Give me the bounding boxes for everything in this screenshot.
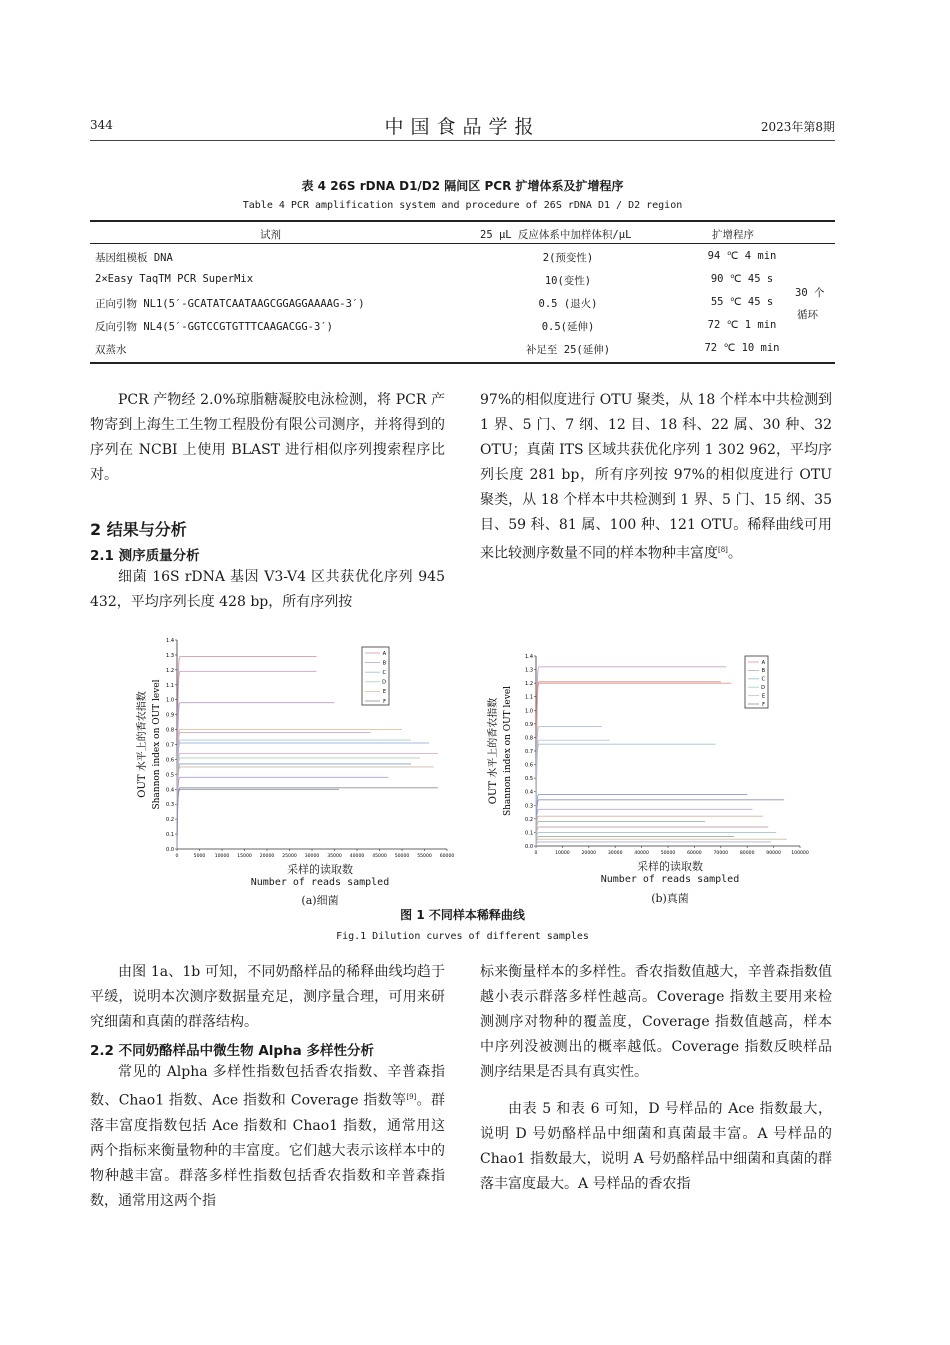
series-line bbox=[536, 744, 716, 846]
series-line bbox=[177, 740, 411, 849]
y-tick-label: 0.3 bbox=[525, 803, 533, 810]
table-caption-zh: 表 4 26S rDNA D1/D2 隔间区 PCR 扩增体系及扩增程序 bbox=[301, 179, 624, 193]
y-tick-label: 0.0 bbox=[525, 844, 533, 850]
x-tick-label: 20000 bbox=[581, 851, 597, 856]
paragraph: 细菌 16S rDNA 基因 V3-V4 区共获优化序列 945 432，平均序列长度 428 bp，所有序列按 bbox=[90, 569, 445, 610]
y-tick-label: 0.5 bbox=[525, 776, 533, 783]
citation: [8] bbox=[718, 546, 728, 554]
y-tick-label: 1.0 bbox=[166, 697, 174, 704]
y-axis-label-en: Shannon index on OUT level bbox=[152, 679, 162, 810]
paragraph: 常见的 Alpha 多样性指数包括香农指数、辛普森指数、Chao1 指数、Ace 指数和 Coverage 指数等[9]。群落丰富度指数包括 Ace 指数和 Chao1 指数，通常用这两个指标来衡量物种的丰富度。它们越大表示该样本中的物种越丰富。群落多样性指数包括香农指数和辛普森指数，通常用这两个指 bbox=[90, 1064, 446, 1209]
paragraph: 由表 5 和表 6 可知，D 号样品的 Ace 指数最大，说明 D 号奶酪样品中细菌和真菌最丰富。A 号样品的 Chao1 指数最大，说明 A 号奶酪样品中细菌和真菌的群落丰富度最大。A 号样品的香农指 bbox=[480, 1101, 832, 1192]
series-line bbox=[177, 753, 438, 849]
y-tick-label: 0.1 bbox=[525, 830, 533, 837]
issue-label: 2023年第8期 bbox=[760, 120, 835, 134]
x-tick-label: 30000 bbox=[607, 851, 623, 856]
series-line bbox=[536, 839, 787, 846]
rarefaction-chart-fungi bbox=[478, 648, 818, 863]
x-tick-label: 10000 bbox=[555, 851, 570, 856]
legend-label: D bbox=[761, 685, 765, 691]
program-cell: 90 ℃ 45 s bbox=[710, 273, 774, 285]
series-line bbox=[536, 667, 726, 846]
subsection-heading: 2.1 测序质量分析 bbox=[90, 548, 200, 564]
y-tick-label: 1.1 bbox=[166, 682, 174, 689]
series-line bbox=[177, 733, 371, 849]
y-tick-label: 1.2 bbox=[166, 667, 174, 674]
x-tick-label: 60000 bbox=[687, 851, 702, 856]
series-line bbox=[177, 767, 434, 849]
legend-label: B bbox=[382, 660, 386, 667]
y-axis-label-en: Shannon index on OUT level bbox=[503, 685, 513, 817]
x-tick-label: 30000 bbox=[304, 854, 320, 859]
header-rule bbox=[90, 140, 835, 141]
right-column-top bbox=[480, 388, 832, 567]
y-tick-label: 1.3 bbox=[525, 667, 533, 674]
y-tick-label: 1.4 bbox=[166, 638, 174, 644]
table-header-program: 扩增程序 bbox=[712, 229, 754, 241]
x-tick-label: 35000 bbox=[327, 854, 342, 859]
volume-cell: 补足至 25(延伸) bbox=[525, 344, 611, 356]
program-cell: 55 ℃ 45 s bbox=[710, 296, 774, 308]
series-line bbox=[177, 758, 420, 849]
y-tick-label: 1.3 bbox=[166, 652, 174, 659]
right-column-bottom bbox=[480, 960, 832, 1197]
legend-label: C bbox=[382, 670, 386, 676]
rarefaction-chart-bacteria bbox=[125, 633, 460, 863]
figure-caption-en: Fig.1 Dilution curves of different samples bbox=[336, 931, 589, 942]
x-tick-label: 55000 bbox=[417, 854, 432, 859]
y-tick-label: 0.6 bbox=[525, 762, 533, 769]
y-tick-label: 0.2 bbox=[525, 816, 533, 823]
x-tick-label: 50000 bbox=[660, 851, 676, 856]
series-line bbox=[536, 740, 610, 846]
panel-label-b: (b)真菌 bbox=[651, 892, 689, 905]
y-tick-label: 0.7 bbox=[525, 749, 533, 755]
program-cell: 72 ℃ 1 min bbox=[707, 319, 777, 331]
series-line bbox=[536, 794, 747, 846]
y-tick-label: 0.8 bbox=[166, 727, 174, 734]
x-tick-label: 100000 bbox=[791, 851, 809, 856]
x-tick-label: 0 bbox=[534, 851, 538, 856]
y-tick-label: 0.8 bbox=[525, 735, 533, 742]
series-line bbox=[536, 842, 771, 846]
table-header-volume: 25 μL 反应体系中加样体积/μL bbox=[480, 229, 632, 241]
y-axis-label-zh: OUT 水平上的香农指数 bbox=[488, 697, 499, 805]
series-line bbox=[177, 743, 429, 849]
x-tick-label: 10000 bbox=[214, 854, 230, 859]
legend-label: D bbox=[382, 679, 386, 686]
reagent-cell: 反向引物 NL4(5′-GGTCCGTGTTTCAAGACGG-3′) bbox=[95, 321, 333, 333]
legend-label: E bbox=[761, 693, 765, 700]
legend-label: C bbox=[761, 676, 765, 683]
y-tick-label: 1.2 bbox=[525, 681, 533, 688]
y-tick-label: 0.9 bbox=[525, 721, 533, 728]
section-heading: 2 结果与分析 bbox=[90, 520, 187, 539]
left-column-bottom bbox=[90, 960, 445, 1035]
x-axis-label-en: Number of reads sampled bbox=[250, 877, 390, 888]
y-tick-label: 1.0 bbox=[525, 708, 533, 715]
paragraph: PCR 产物经 2.0%琼脂糖凝胶电泳检测，将 PCR 产物寄到上海生工生物工程股份有限公司测序，并将得到的序列在 NCBI 上使用 BLAST 进行相似序列搜索程序比对。 bbox=[90, 392, 445, 483]
left-column-top bbox=[90, 388, 445, 488]
table-caption-en: Table 4 PCR amplification system and procedure of 26S rDNA D1 / D2 region bbox=[242, 200, 683, 211]
series-line bbox=[177, 788, 438, 849]
y-tick-label: 1.1 bbox=[525, 694, 533, 701]
legend-label: F bbox=[762, 701, 765, 708]
x-tick-label: 0 bbox=[175, 854, 179, 859]
y-tick-label: 0.1 bbox=[166, 832, 174, 839]
volume-cell: 0.5 (退火) bbox=[538, 298, 598, 310]
figure-caption-zh: 图 1 不同样本稀释曲线 bbox=[400, 908, 525, 922]
y-tick-label: 0.9 bbox=[166, 712, 174, 719]
paragraph: 97%的相似度进行 OTU 聚类，从 18 个样本中共检测到 1 界、5 门、7 纲、12 目、18 科、22 属、30 种、32 OTU；真菌 ITS 区域共获优化序列 1 302 962，平均序列长度 281 bp，所有序列按 97%的相似度进行 OTU 聚类，从 18 个样本中共检测到 1 界、5 门、15 纲、35 目、59 科、81 属、100 种、121 OTU。稀释曲线可用来比较测序数量不同的样本物种丰富度[8]。 bbox=[480, 392, 832, 562]
legend-label: F bbox=[383, 698, 386, 705]
x-tick-label: 70000 bbox=[713, 851, 729, 856]
x-tick-label: 90000 bbox=[766, 851, 781, 856]
y-tick-label: 0.7 bbox=[166, 742, 174, 749]
series-line bbox=[177, 656, 317, 849]
journal-title: 中国食品学报 bbox=[384, 116, 541, 138]
x-tick-label: 80000 bbox=[739, 851, 755, 856]
subsection-heading: 2.2 不同奶酪样品中微生物 Alpha 多样性分析 bbox=[90, 1043, 374, 1059]
y-axis-label-zh: OUT 水平上的香农指数 bbox=[137, 691, 148, 798]
reagent-cell: 基因组模板 DNA bbox=[95, 252, 173, 264]
y-tick-label: 0.5 bbox=[166, 772, 174, 779]
citation: [9] bbox=[406, 1093, 417, 1101]
y-tick-label: 0.3 bbox=[166, 802, 174, 809]
table-header-reagent: 试剂 bbox=[260, 229, 281, 241]
cycles-label: 30 个 bbox=[795, 287, 825, 299]
panel-label-a: (a)细菌 bbox=[301, 894, 339, 907]
y-tick-label: 0.4 bbox=[166, 787, 174, 794]
x-tick-label: 60000 bbox=[439, 854, 455, 859]
x-tick-label: 5000 bbox=[193, 854, 206, 859]
x-tick-label: 45000 bbox=[372, 854, 387, 859]
legend-label: E bbox=[382, 689, 386, 696]
reagent-cell: 2×Easy TaqTM PCR SuperMix bbox=[95, 273, 254, 285]
left-column-top-p2 bbox=[90, 565, 445, 615]
x-axis-label-zh: 采样的读取数 bbox=[637, 860, 703, 873]
x-tick-label: 25000 bbox=[282, 854, 297, 859]
y-tick-label: 0.6 bbox=[166, 757, 174, 764]
program-cell: 72 ℃ 10 min bbox=[704, 342, 780, 354]
volume-cell: 2(预变性) bbox=[542, 252, 594, 264]
reagent-cell: 双蒸水 bbox=[95, 344, 127, 356]
x-tick-label: 20000 bbox=[259, 854, 275, 859]
x-axis-label-en: Number of reads sampled bbox=[600, 874, 740, 885]
reagent-cell: 正向引物 NL1(5′-GCATATCAATAAGCGGAGGAAAAG-3′) bbox=[95, 298, 365, 310]
x-tick-label: 15000 bbox=[237, 854, 252, 859]
volume-cell: 10(变性) bbox=[544, 275, 592, 287]
table-header-rule bbox=[90, 243, 835, 244]
series-line bbox=[177, 789, 339, 849]
series-line bbox=[177, 671, 317, 849]
table-bottom-rule bbox=[90, 362, 835, 364]
x-tick-label: 50000 bbox=[394, 854, 410, 859]
legend-label: B bbox=[761, 668, 765, 675]
series-line bbox=[177, 703, 335, 849]
table-top-rule bbox=[90, 220, 835, 222]
page-number: 344 bbox=[90, 118, 113, 132]
x-axis-label-zh: 采样的读取数 bbox=[287, 863, 353, 876]
cycles-label-2: 循环 bbox=[797, 309, 818, 321]
running-header bbox=[90, 112, 835, 138]
x-tick-label: 40000 bbox=[349, 854, 365, 859]
paragraph: 标来衡量样本的多样性。香农指数值越大，辛普森指数值越小表示群落多样性越高。Coverage 指数主要用来检测测序对物种的覆盖度，Coverage 指数值越高，样本中序列没被测出的概率越低。Coverage 指数反映样品测序结果是否具有真实性。 bbox=[480, 964, 832, 1080]
legend-label: A bbox=[761, 659, 765, 666]
y-tick-label: 0.4 bbox=[525, 789, 533, 796]
program-cell: 94 ℃ 4 min bbox=[707, 250, 777, 262]
y-tick-label: 1.4 bbox=[525, 654, 533, 660]
series-line bbox=[536, 809, 752, 846]
y-tick-label: 0.0 bbox=[166, 847, 174, 853]
series-line bbox=[177, 764, 411, 849]
volume-cell: 0.5(延伸) bbox=[541, 321, 595, 333]
left-column-bottom-p2 bbox=[90, 1060, 445, 1214]
paragraph: 由图 1a、1b 可知，不同奶酪样品的稀释曲线均趋于平缓，说明本次测序数据量充足，测序量合理，可用来研究细菌和真菌的群落结构。 bbox=[90, 964, 445, 1030]
y-tick-label: 0.2 bbox=[166, 817, 174, 824]
series-line bbox=[536, 837, 734, 847]
x-tick-label: 40000 bbox=[634, 851, 649, 856]
legend-label: A bbox=[382, 650, 386, 657]
